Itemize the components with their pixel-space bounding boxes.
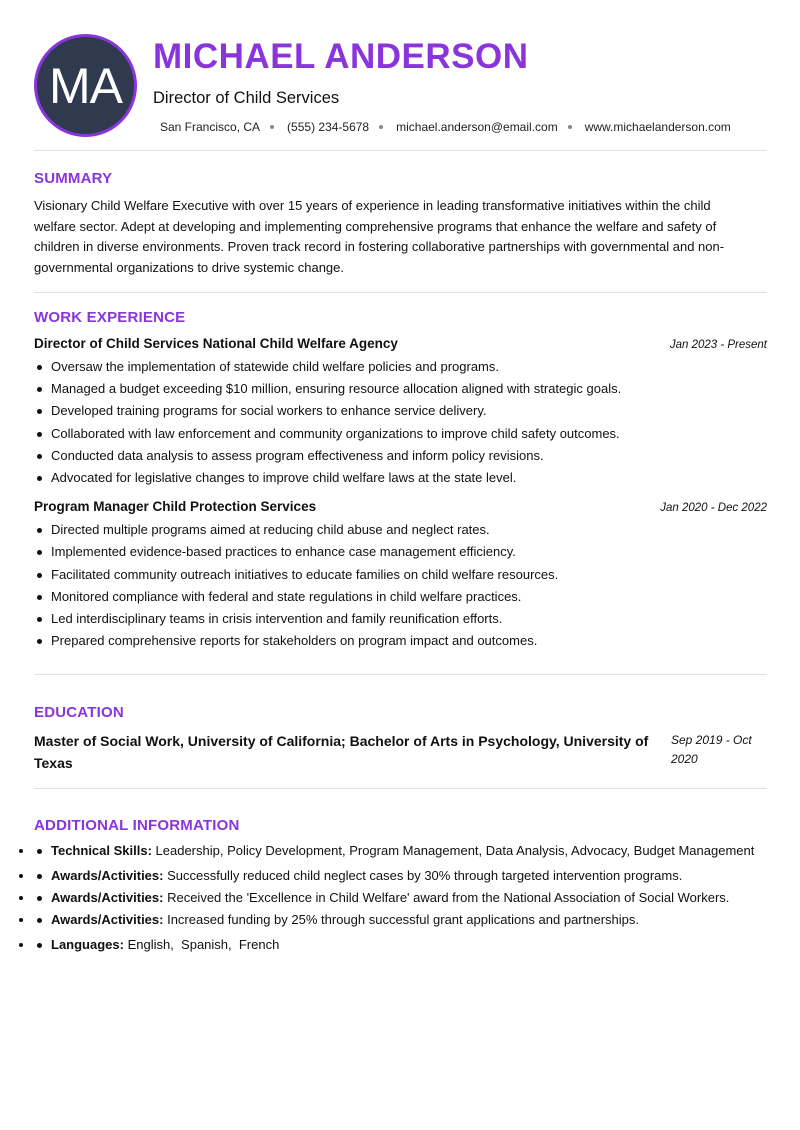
contact-bar	[160, 120, 731, 134]
job-entry	[34, 499, 767, 653]
job-date: Jan 2020 - Dec 2022	[660, 502, 767, 515]
list-item: Developed training programs for social workers to enhance service delivery.	[34, 401, 767, 423]
item-text: Successfully reduced child neglect cases by 30% through targeted intervention programs.	[163, 868, 683, 883]
contact-location: San Francisco, CA	[160, 120, 261, 134]
work-experience-section	[34, 309, 767, 675]
item-text: English, Spanish, French	[123, 937, 280, 952]
list-item: Managed a budget exceeding $10 million, ensuring resource allocation aligned with strategic goals.	[34, 379, 767, 401]
job-title: Program Manager Child Protection Services	[34, 499, 317, 515]
item-label: Technical Skills:	[51, 843, 152, 858]
list-item: Monitored compliance with federal and state regulations in child welfare practices.	[34, 587, 767, 609]
separator-dot-icon	[379, 125, 383, 129]
job-header	[34, 499, 767, 514]
job-header	[34, 336, 767, 351]
list-item: Advocated for legislative changes to improve child welfare laws at the state level.	[34, 468, 767, 490]
job-date: Jan 2023 - Present	[669, 339, 767, 351]
list-item: Conducted data analysis to assess program effectiveness and inform policy revisions.	[34, 446, 767, 468]
item-text: Leadership, Policy Development, Program Management, Data Analysis, Advocacy, Budget Management	[151, 843, 755, 858]
separator-dot-icon	[568, 125, 572, 129]
item-label: Awards/Activities:	[51, 868, 164, 883]
list-item	[34, 935, 767, 955]
job-bullets	[34, 520, 767, 653]
education-section	[34, 704, 767, 789]
section-heading-summary: SUMMARY	[34, 170, 113, 187]
resume-page	[34, 0, 767, 952]
divider	[34, 292, 767, 293]
contact-website[interactable]: www.michaelanderson.com	[584, 120, 731, 134]
list-item: Directed multiple programs aimed at reducing child abuse and neglect rates.	[34, 520, 767, 542]
divider	[34, 674, 767, 675]
item-label: Languages:	[51, 937, 124, 952]
list-item: Prepared comprehensive reports for stakeholders on program impact and outcomes.	[34, 631, 767, 653]
list-item: Facilitated community outreach initiatives to educate families on child welfare resources.	[34, 565, 767, 587]
divider	[34, 150, 767, 151]
list-item: Implemented evidence-based practices to enhance case management efficiency.	[34, 542, 767, 564]
summary-section	[34, 170, 767, 293]
resume-header	[34, 0, 767, 150]
education-degree: Master of Social Work, University of California; Bachelor of Arts in Psychology, University of Texas	[34, 733, 649, 771]
summary-text: Visionary Child Welfare Executive with over 15 years of experience in leading transformative initiatives within the child welfare sector. Adept at developing and implementing comprehensive programs that enhance the welfare and safety of children in diverse environments. Proven track record in fostering collaborative partnerships with governmental and non-governmental organizations to drive systemic change.	[34, 198, 725, 275]
item-label: Awards/Activities:	[51, 912, 164, 927]
job-entry	[34, 336, 767, 490]
education-date: Sep 2019 - Oct 2020	[671, 733, 752, 766]
avatar-initials: MA	[49, 57, 122, 114]
item-label: Awards/Activities:	[51, 890, 164, 905]
list-item: Oversaw the implementation of statewide child welfare policies and programs.	[34, 357, 767, 379]
job-title: Director of Child Services National Child Welfare Agency	[34, 336, 398, 351]
additional-list	[34, 841, 767, 955]
item-text: Received the 'Excellence in Child Welfare' award from the National Association of Social Workers.	[163, 890, 730, 905]
section-heading-additional: ADDITIONAL INFORMATION	[34, 817, 240, 834]
contact-email[interactable]: michael.anderson@email.com	[396, 120, 558, 134]
divider	[34, 788, 767, 789]
job-bullets	[34, 357, 767, 490]
list-item	[34, 866, 767, 886]
list-item: Led interdisciplinary teams in crisis intervention and family reunification efforts.	[34, 609, 767, 631]
contact-phone[interactable]: (555) 234-5678	[287, 120, 370, 134]
list-item	[34, 888, 767, 908]
list-item	[34, 841, 767, 861]
candidate-title: Director of Child Services	[153, 89, 340, 107]
item-text: Increased funding by 25% through successful grant applications and partnerships.	[163, 912, 639, 927]
additional-info-section	[34, 817, 767, 955]
education-entry	[34, 730, 767, 774]
list-item	[34, 910, 767, 930]
section-heading-work: WORK EXPERIENCE	[34, 309, 186, 326]
separator-dot-icon	[270, 125, 274, 129]
candidate-name: MICHAEL ANDERSON	[153, 37, 529, 76]
list-item: Collaborated with law enforcement and community organizations to improve child safety outcomes.	[34, 424, 767, 446]
section-heading-education: EDUCATION	[34, 704, 124, 721]
avatar	[34, 34, 137, 137]
